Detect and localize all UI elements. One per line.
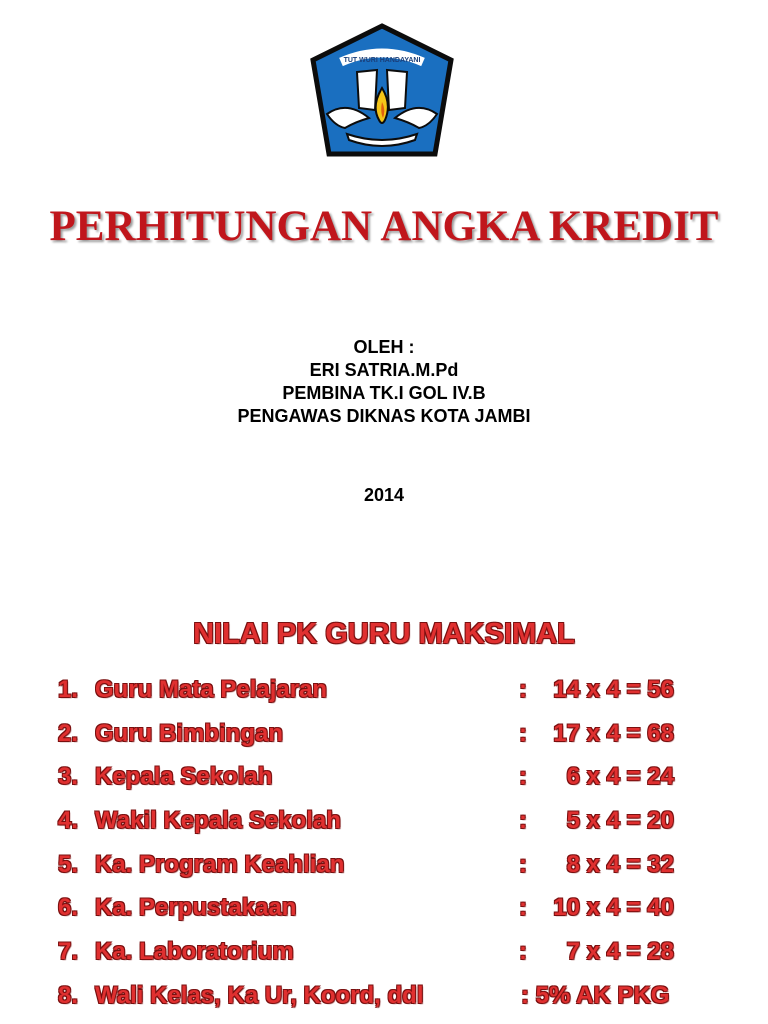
item-colon: : [519, 676, 527, 703]
author-name: ERI SATRIA.M.Pd [309, 360, 459, 380]
section-title: NILAI PK GURU MAKSIMAL [193, 618, 575, 650]
item-value: 10 x 4 = 40 [553, 894, 674, 921]
author-block [0, 336, 768, 428]
item-number: 6. [58, 894, 79, 921]
item-value: 8 x 4 = 32 [566, 851, 674, 878]
list-item [0, 720, 768, 756]
item-colon: : [519, 894, 527, 921]
list-item [0, 938, 768, 974]
list-item [0, 894, 768, 930]
by-label: OLEH : [353, 337, 415, 357]
item-value: : 5% AK PKG [521, 982, 670, 1009]
item-colon: : [519, 851, 527, 878]
item-value: 7 x 4 = 28 [566, 938, 674, 965]
item-label: Wali Kelas, Ka Ur, Koord, ddl [95, 982, 424, 1009]
item-colon: : [519, 763, 527, 790]
item-label: Guru Mata Pelajaran [95, 676, 328, 703]
item-number: 3. [58, 763, 79, 790]
list-item [0, 676, 768, 712]
list-item [0, 982, 768, 1018]
item-number: 1. [58, 676, 79, 703]
author-rank: PEMBINA TK.I GOL IV.B [282, 383, 486, 403]
item-number: 4. [58, 807, 79, 834]
item-colon: : [519, 938, 527, 965]
item-value: 6 x 4 = 24 [566, 763, 674, 790]
year: 2014 [363, 485, 405, 505]
list-item [0, 763, 768, 799]
list-item [0, 807, 768, 843]
item-value: 5 x 4 = 20 [566, 807, 674, 834]
item-colon: : [519, 720, 527, 747]
item-label: Wakil Kepala Sekolah [95, 807, 341, 834]
item-number: 5. [58, 851, 79, 878]
author-position: PENGAWAS DIKNAS KOTA JAMBI [237, 406, 531, 426]
item-value: 17 x 4 = 68 [553, 720, 674, 747]
item-label: Kepala Sekolah [95, 763, 273, 790]
tut-wuri-handayani-emblem-icon [307, 22, 457, 162]
item-number: 8. [58, 982, 79, 1009]
page-title: PERHITUNGAN ANGKA KREDIT [49, 203, 719, 250]
item-value: 14 x 4 = 56 [553, 676, 674, 703]
item-number: 2. [58, 720, 79, 747]
item-label: Guru Bimbingan [95, 720, 283, 747]
item-label: Ka. Perpustakaan [95, 894, 297, 921]
item-number: 7. [58, 938, 79, 965]
logo-motto: TUT WURI HANDAYANI [343, 57, 421, 64]
item-colon: : [519, 807, 527, 834]
item-label: Ka. Program Keahlian [95, 851, 345, 878]
item-label: Ka. Laboratorium [95, 938, 294, 965]
list-item [0, 851, 768, 887]
